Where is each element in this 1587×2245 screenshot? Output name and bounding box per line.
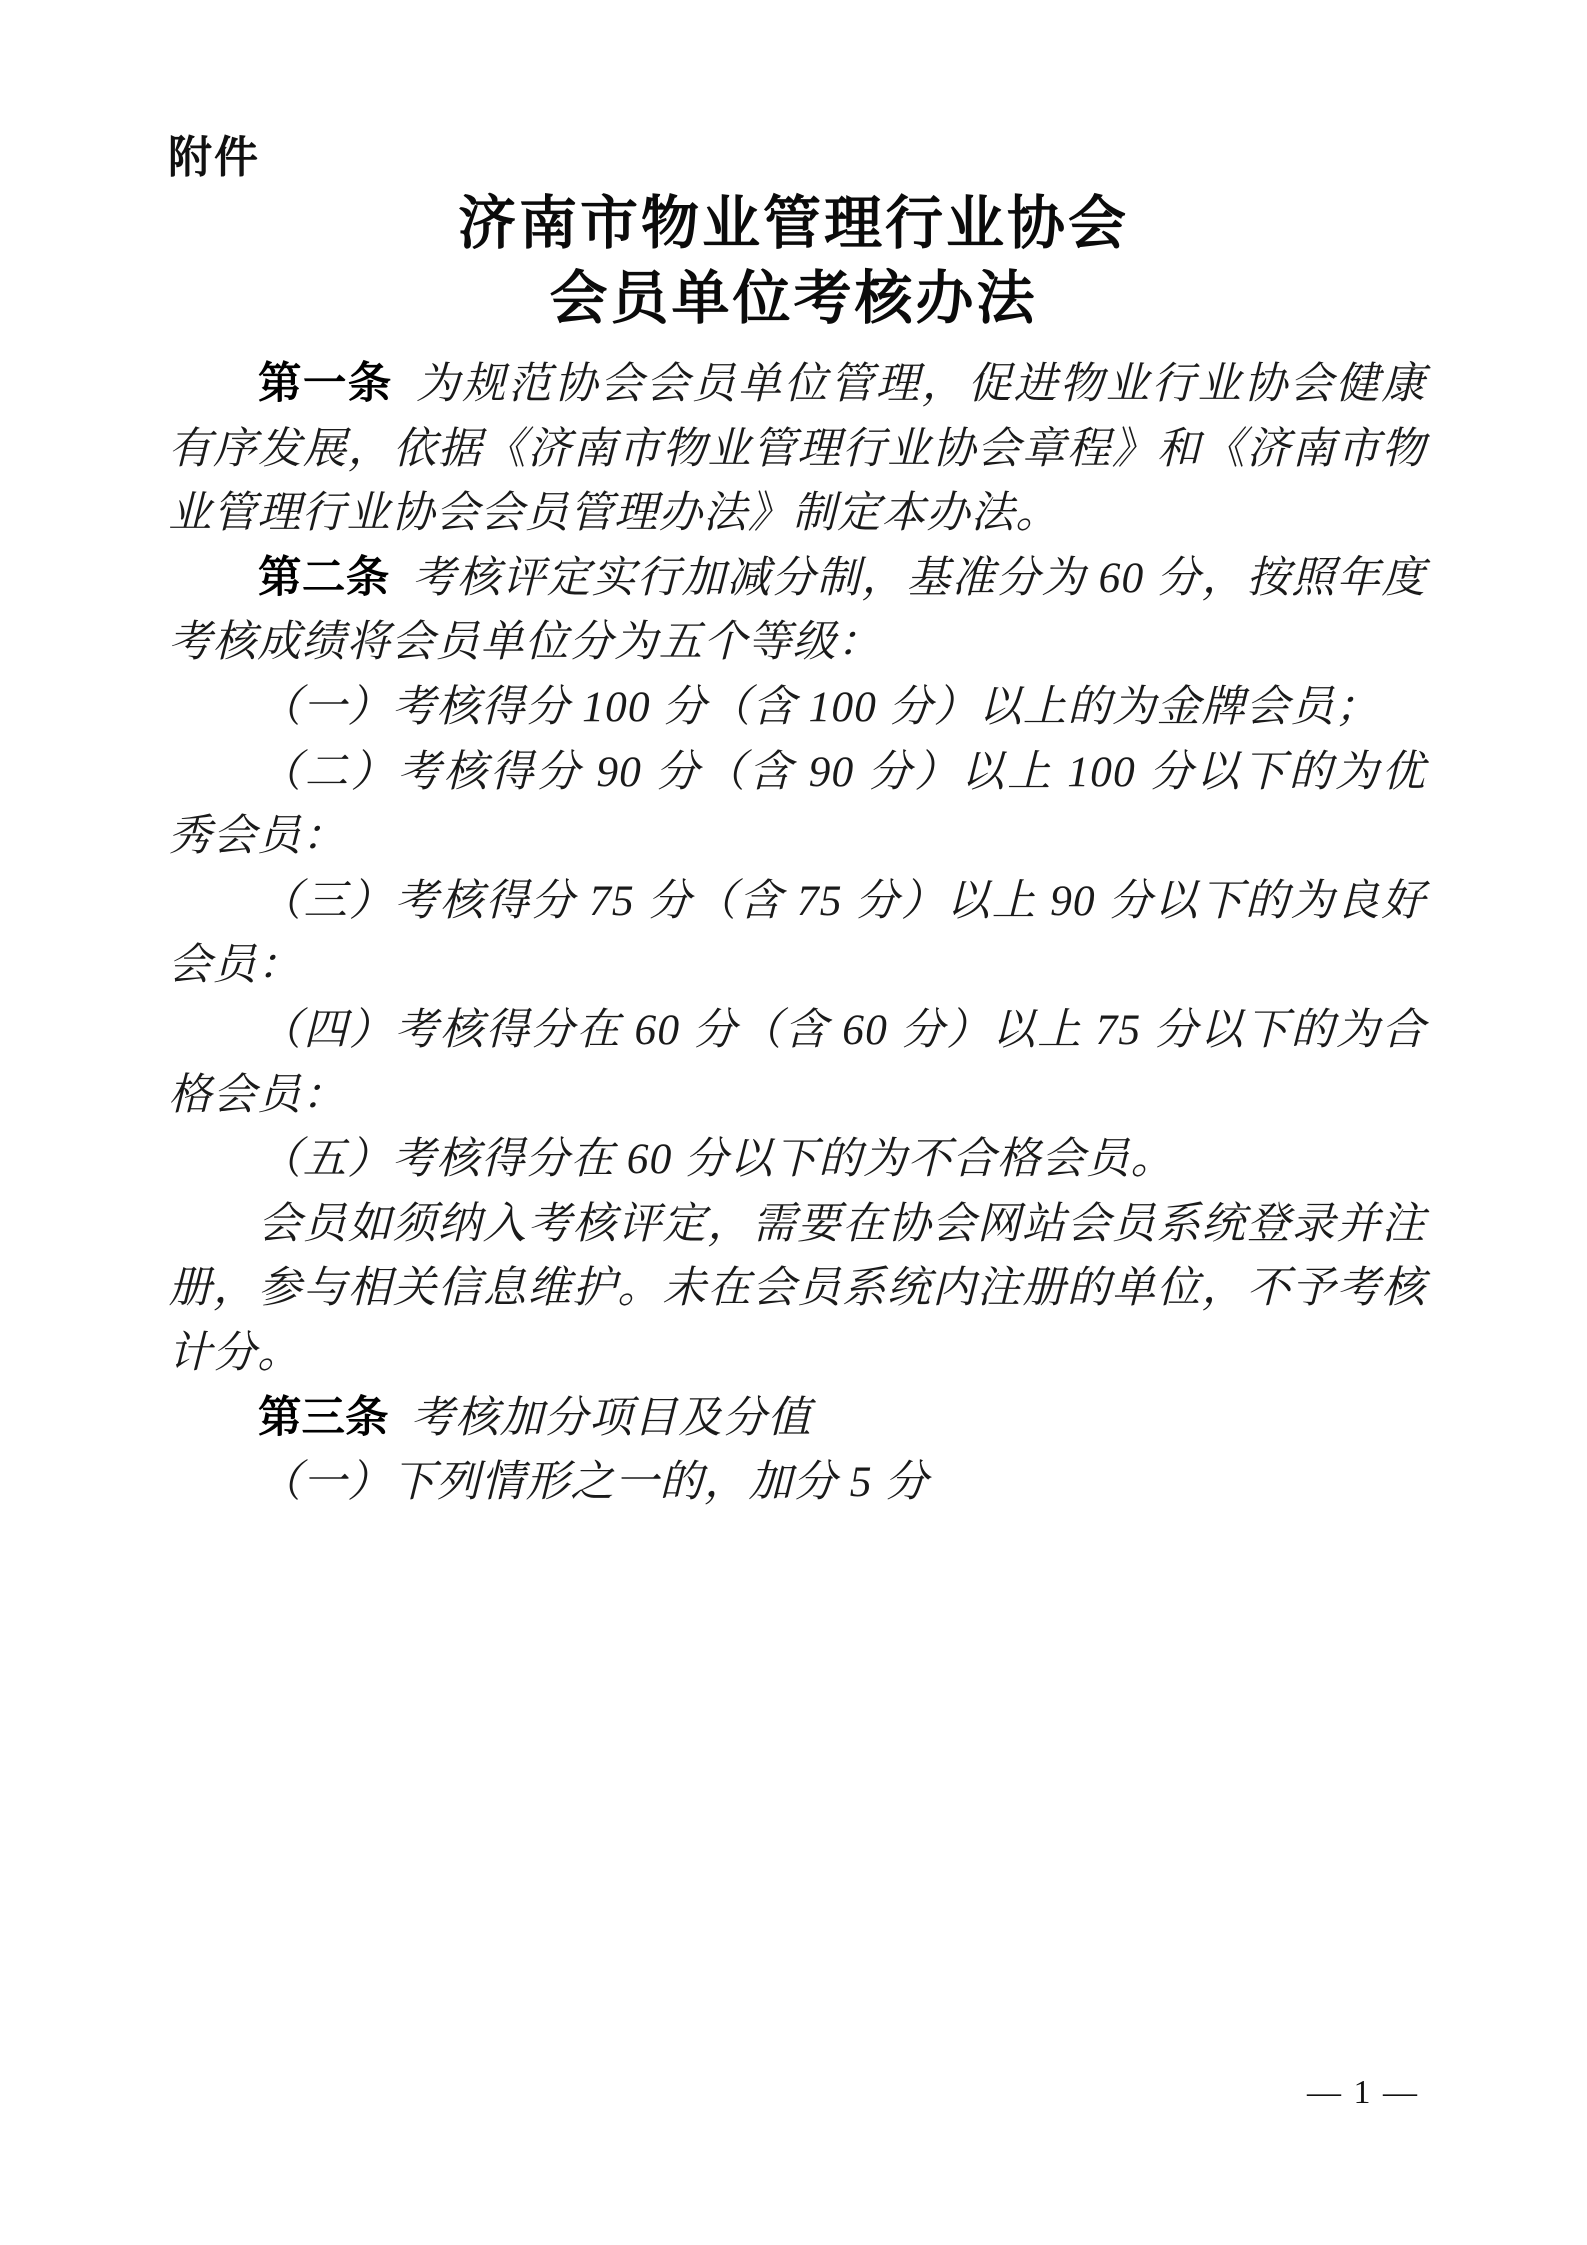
paragraph-article-2: [168, 546, 1426, 675]
article-text-2: 考核评定实行加减分制，基准分为 60 分，按照年度考核成绩将会员单位分为五个等级：: [168, 553, 1427, 667]
document-body: [168, 352, 1426, 1515]
item-text-6: （一）下列情形之一的，加分 5 分: [258, 1458, 930, 1507]
page-number-footer: — 1 —: [1307, 2074, 1419, 2111]
attachment-label: 附件: [168, 133, 260, 182]
item-text-2: （二）考核得分 90 分（含 90 分）以上 100 分以下的为优秀会员：: [168, 747, 1426, 861]
paragraph-item-2: [168, 740, 1426, 869]
paragraph-item-3: [168, 869, 1426, 998]
item-text-5: （五）考核得分在 60 分以下的为不合格会员。: [258, 1135, 1176, 1184]
article-lead-2: 第二条: [258, 553, 390, 602]
paragraph-item-6: [168, 1450, 1426, 1515]
paragraph-item-4: [168, 998, 1426, 1127]
article-lead-1: 第一条: [258, 360, 393, 408]
paragraph-item-1: [168, 675, 1426, 740]
item-text-1: （一）考核得分 100 分（含 100 分）以上的为金牌会员；: [258, 682, 1380, 731]
page-title-line-1: 济南市物业管理行业协会: [457, 191, 1129, 256]
paragraph-article-3: [168, 1386, 1426, 1451]
page-title-line-2: 会员单位考核办法: [549, 266, 1038, 332]
item-text-4: （四）考核得分在 60 分（含 60 分）以上 75 分以下的为合格会员：: [168, 1005, 1426, 1119]
paragraph-article-1: [168, 352, 1426, 546]
article-text-1: 为规范协会会员单位管理，促进物业行业协会健康有序发展，依据《济南市物业管理行业协会章程》和《济南市物业管理行业协会会员管理办法》制定本办法。: [168, 360, 1427, 538]
registration-note-text: 会员如须纳入考核评定，需要在协会网站会员系统登录并注册，参与相关信息维护。未在会员系统内注册的单位，不予考核计分。: [168, 1199, 1426, 1377]
paragraph-item-5: [168, 1127, 1426, 1192]
paragraph-registration-note: [168, 1192, 1426, 1386]
item-text-3: （三）考核得分 75 分（含 75 分）以上 90 分以下的为良好会员：: [168, 876, 1426, 990]
article-lead-3: 第三条: [258, 1393, 389, 1442]
article-text-3: 考核加分项目及分值: [410, 1393, 812, 1442]
page-title: [0, 186, 1587, 337]
